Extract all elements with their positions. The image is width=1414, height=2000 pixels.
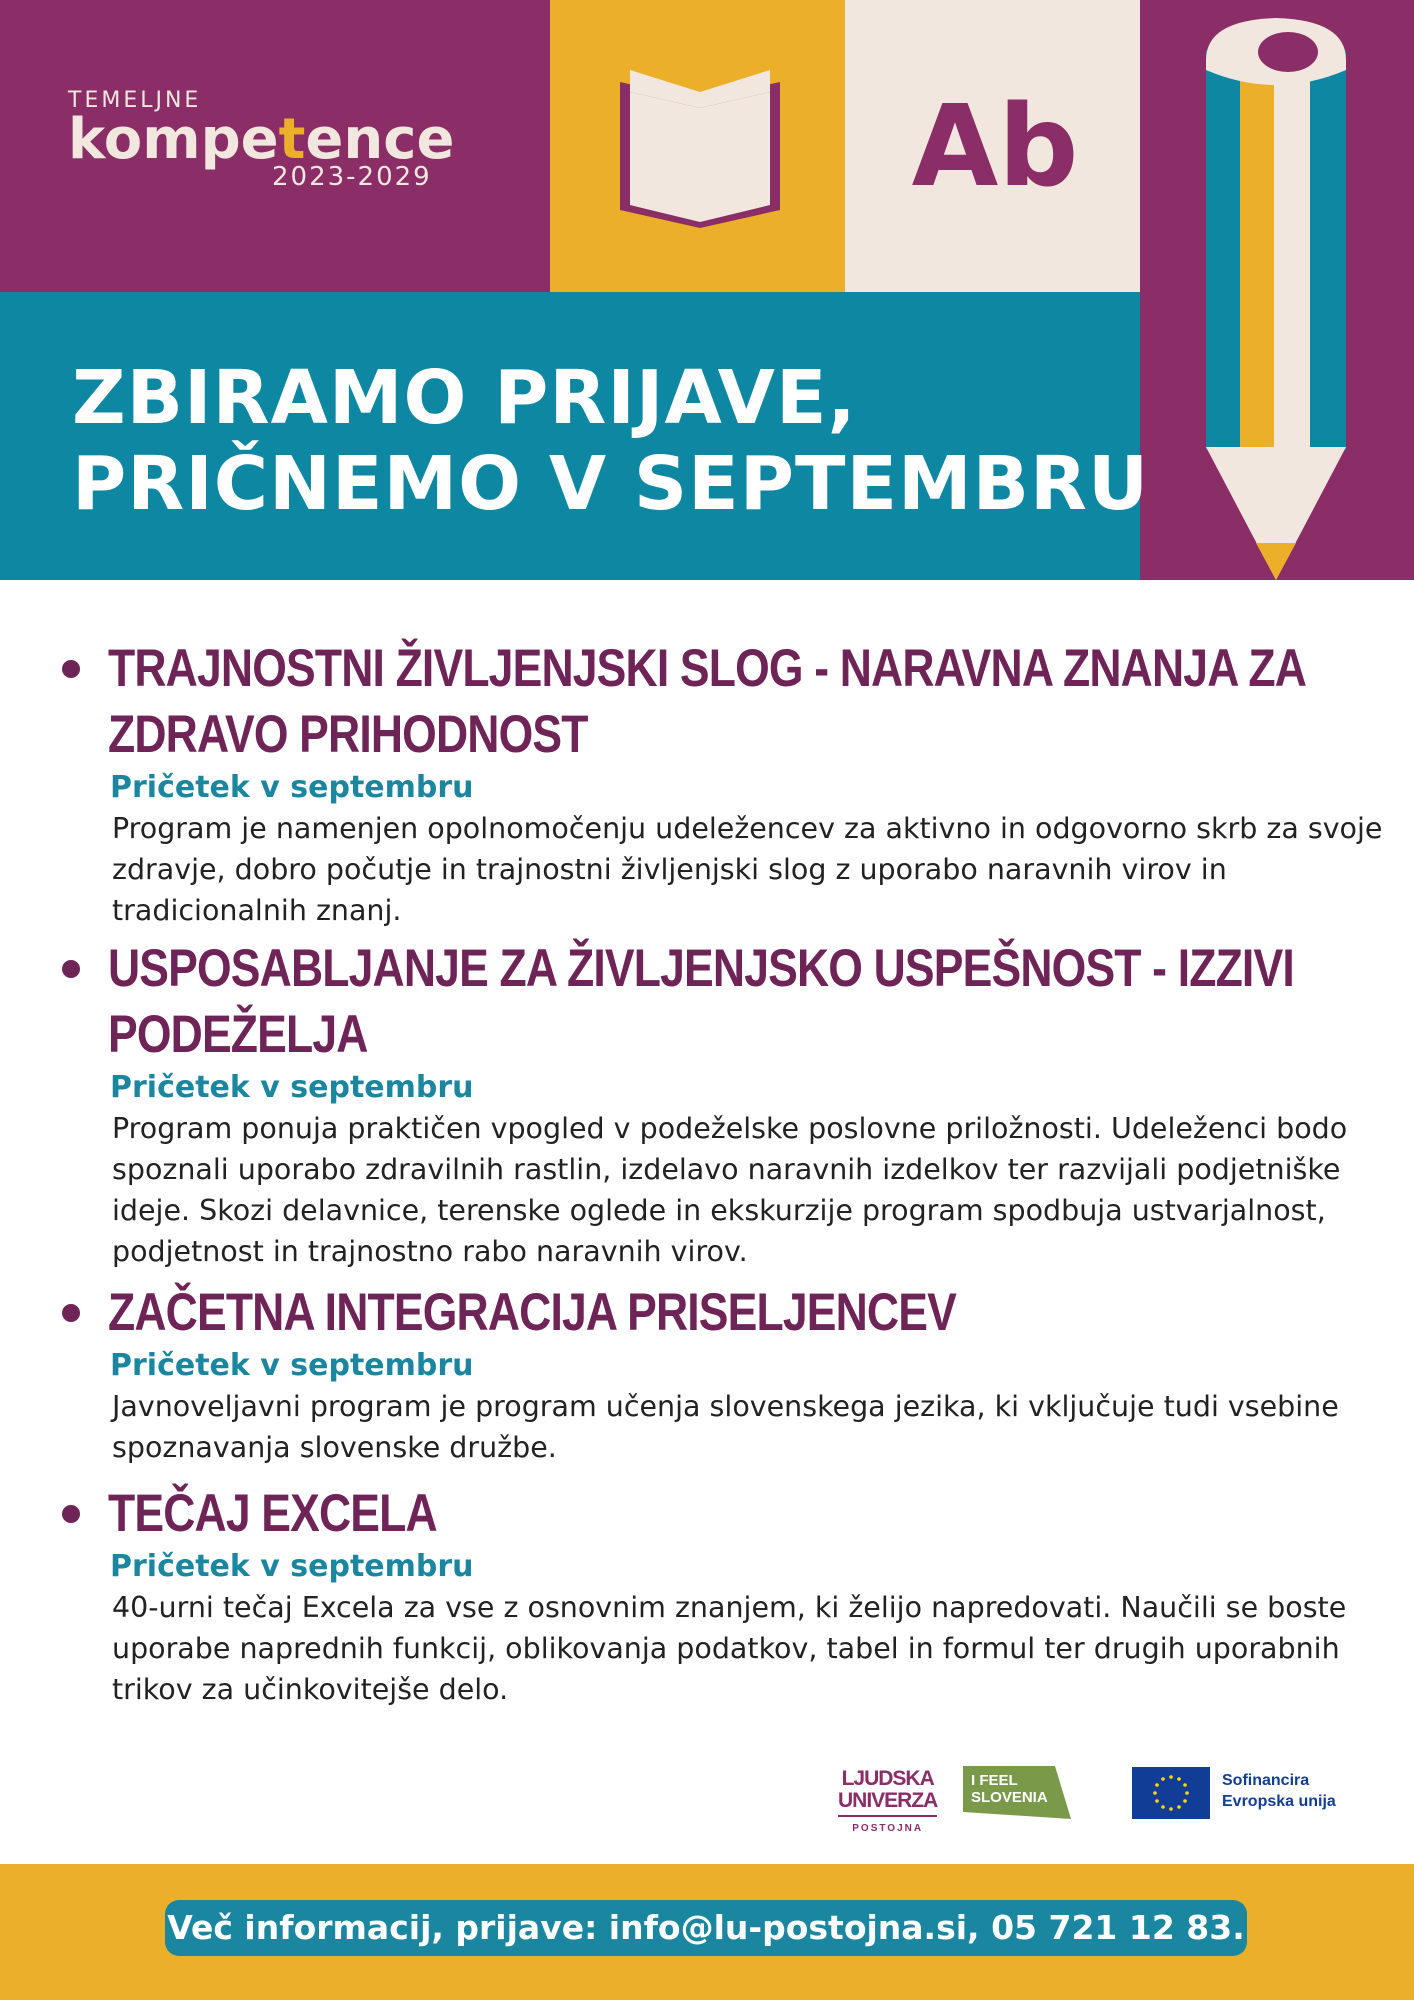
program-item (62, 1481, 1352, 1710)
contact-info[interactable]: Več informacij, prijave: info@lu-postojna.si, 05 721 12 83. (165, 1900, 1247, 1956)
program-description: Javnoveljavni program je program učenja slovenskega jezika, ki vključuje tudi vsebine spoznavanja slovenske družbe. (112, 1390, 1339, 1464)
headline-line-1: ZBIRAMO PRIJAVE, (72, 355, 857, 441)
ifs-line-2: SLOVENIA (971, 1789, 1048, 1806)
bullet-icon (62, 1505, 80, 1523)
program-start: Pričetek v septembru (110, 1549, 474, 1584)
program-start: Pričetek v septembru (110, 1348, 474, 1383)
ifs-line-1: I FEEL (971, 1772, 1018, 1789)
program-item (62, 1280, 1352, 1468)
program-description: 40-urni tečaj Excela za vse z osnovnim znanjem, ki želijo napredovati. Naučili se boste uporabe naprednih funkcij, oblikovanja podatkov, tabel in formul ter drugih uporabnih trikov za učinkovitejše delo. (112, 1591, 1347, 1706)
logo-word-accent: t (278, 107, 306, 172)
eu-cofunding-text (1222, 1770, 1336, 1812)
header-book-panel (550, 0, 845, 292)
lu-line-2: UNIVERZA (838, 1789, 938, 1812)
program-title: ZAČETNA INTEGRACIJA PRISELJENCEV (108, 1283, 956, 1342)
program-title: TEČAJ EXCELA (108, 1484, 437, 1543)
program-description: Program je namenjen opolnomočenju udeležencev za aktivno in odgovorno skrb za svoje zdravje, dobro počutje in trajnostni življenjski slog z uporabo naravnih virov in tradicionalnih znanj. (112, 812, 1383, 927)
bullet-icon (62, 660, 80, 678)
program-title: TRAJNOSTNI ŽIVLJENJSKI SLOG - NARAVNA ZNANJA ZA ZDRAVO PRIHODNOST (108, 639, 1305, 764)
ljudska-univerza-logo (838, 1768, 937, 1840)
logo-years: 2023-2029 (272, 162, 432, 192)
logo-word-part: kompe (68, 107, 279, 172)
program-start: Pričetek v septembru (110, 770, 474, 805)
ifs-text (971, 1772, 1048, 1806)
program-item (62, 636, 1383, 931)
page-title (72, 355, 1149, 527)
i-feel-slovenia-logo (963, 1766, 1071, 1819)
eu-line-2: Evropska unija (1222, 1793, 1336, 1810)
logo-temeljne: TEMELJNE (68, 88, 202, 113)
program-title: USPOSABLJANJE ZA ŽIVLJENJSKO USPEŠNOST - IZZIVI PODEŽELJA (108, 939, 1294, 1064)
eu-flag-icon (1132, 1767, 1210, 1819)
lu-line-3: POSTOJNA (838, 1815, 937, 1840)
bullet-icon (62, 1304, 80, 1322)
pencil-icon (1140, 0, 1414, 580)
ab-letters: Ab (911, 82, 1079, 212)
lu-line-1: LJUDSKA (841, 1767, 934, 1790)
open-book-icon (550, 0, 845, 292)
header-pencil-panel (1140, 0, 1414, 580)
eu-stars-icon (1132, 1767, 1210, 1819)
eu-line-1: Sofinancira (1222, 1772, 1310, 1789)
logo-word-part: ence (305, 107, 455, 172)
program-description: Program ponuja praktičen vpogled v podeželske poslovne priložnosti. Udeleženci bodo spoznali uporabo zdravilnih rastlin, izdelavo naravnih izdelkov ter razvijali podjetniške ideje. Skozi delavnice, terenske oglede in ekskurzije program spodbuja ustvarjalnost, podjetnost in trajnostno rabo naravnih virov. (112, 1112, 1348, 1268)
program-item (62, 936, 1352, 1272)
headline-line-2: PRIČNEMO V SEPTEMBRU (72, 441, 1150, 527)
bullet-icon (62, 960, 80, 978)
program-start: Pričetek v septembru (110, 1070, 474, 1105)
